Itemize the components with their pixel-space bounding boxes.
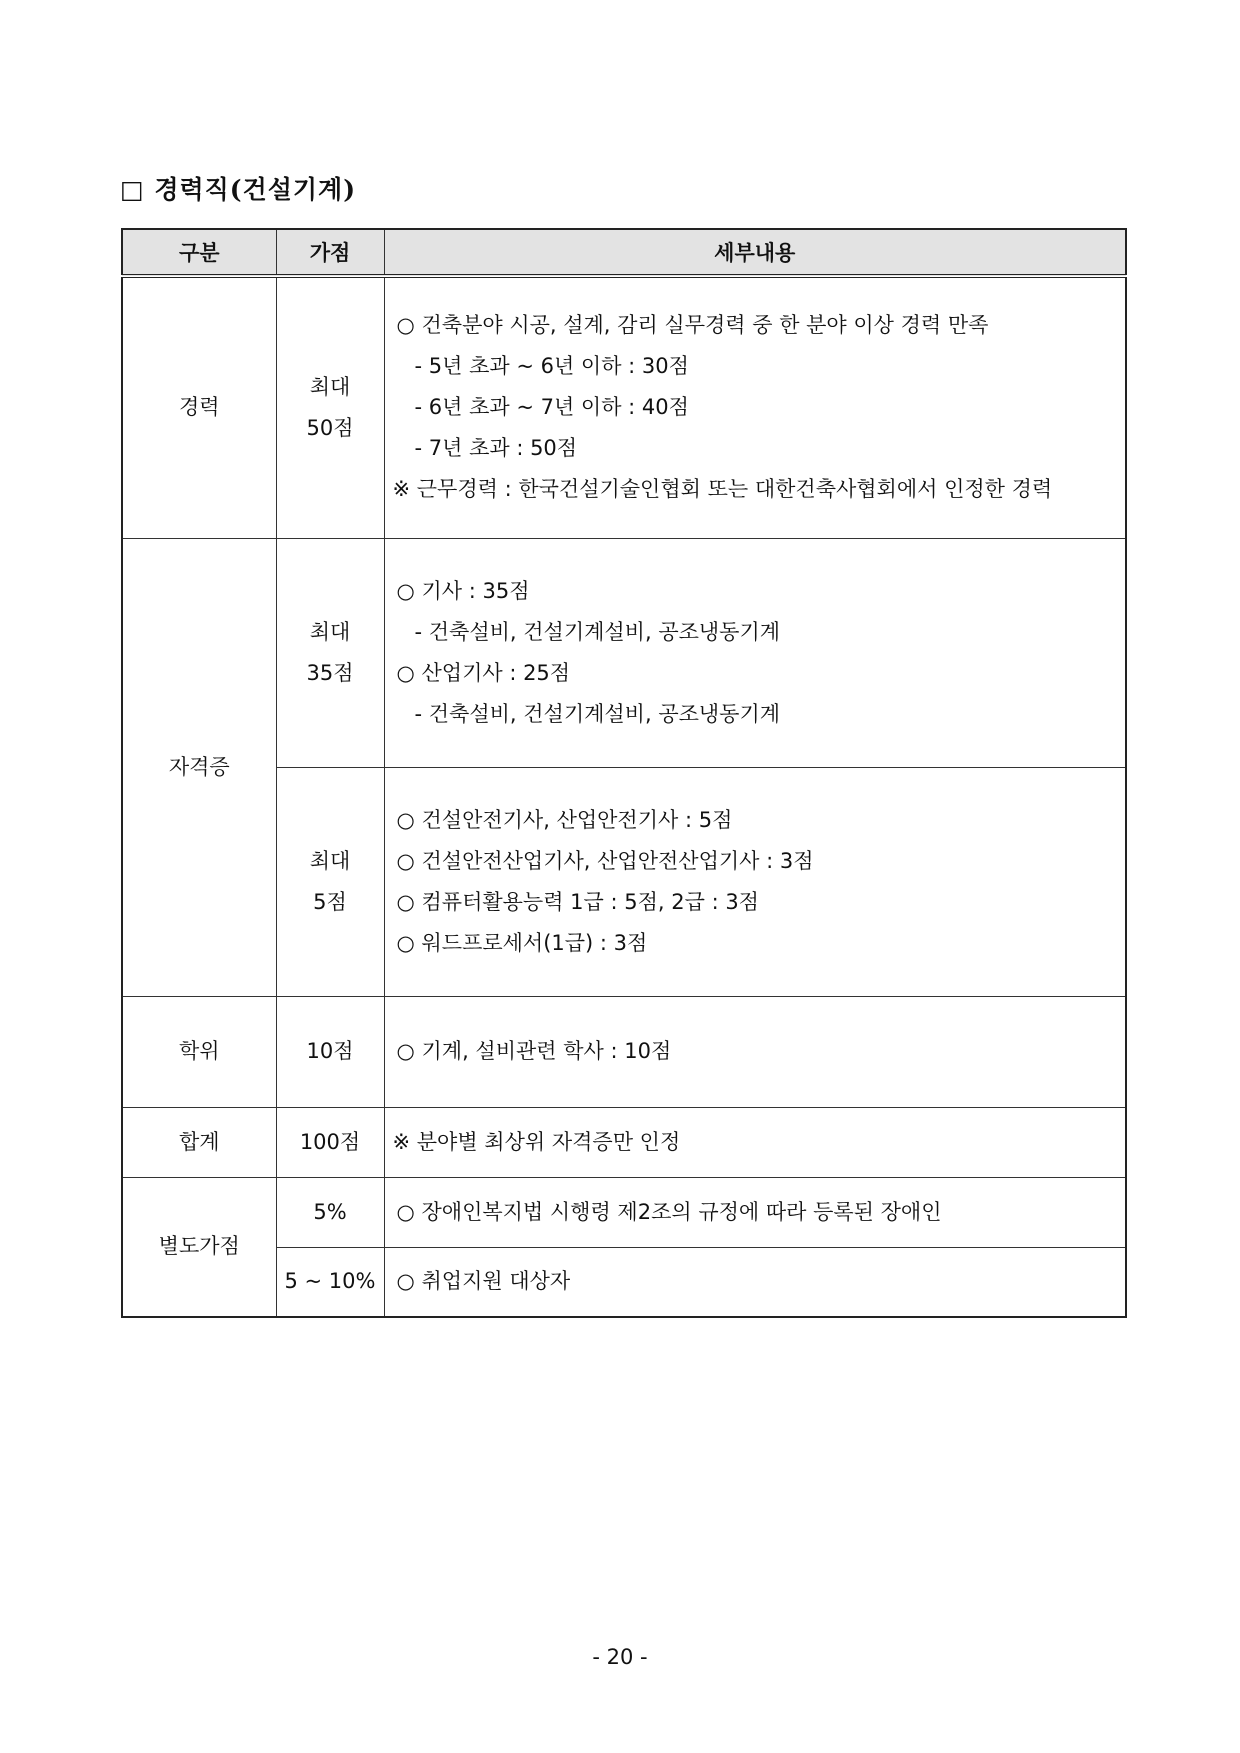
extra-detail-line: ○ 장애인복지법 시행령 제2조의 규정에 따라 등록된 장애인 (396, 1199, 942, 1224)
certificate-detail-line: - 건축설비, 건설기계설비, 공조냉동기계 (414, 619, 781, 644)
total-details (384, 1107, 1126, 1177)
career-note-line: ※ 근무경력 : 한국건설기술인협회 또는 대한건축사협회에서 인정한 경력 (392, 477, 1053, 502)
certificate-detail-line: ○ 컴퓨터활용능력 1급 : 5점, 2급 : 3점 (396, 889, 759, 914)
total-points: 100점 (276, 1107, 384, 1177)
table-header-row (122, 229, 1126, 276)
certificates-points-1 (276, 538, 384, 767)
scoring-criteria-table (121, 228, 1127, 1318)
page-title: □ 경력직(건설기계) (120, 175, 357, 204)
certificates-details-1 (384, 538, 1126, 767)
career-details (384, 276, 1126, 538)
certificates-points-2-line-1: 최대 (309, 848, 351, 873)
certificates-category: 자격증 (122, 538, 276, 996)
certificate-detail-line: ○ 기사 : 35점 (396, 578, 530, 603)
extra-points-1: 5% (276, 1177, 384, 1247)
table-row-career (122, 276, 1126, 538)
certificates-points-2 (276, 767, 384, 996)
certificate-detail-line: - 건축설비, 건설기계설비, 공조냉동기계 (414, 701, 781, 726)
table-row-degree (122, 996, 1126, 1107)
certificates-details-2 (384, 767, 1126, 996)
header-category: 구분 (122, 229, 276, 276)
career-detail-line: - 6년 초과 ~ 7년 이하 : 40점 (414, 395, 689, 420)
header-points: 가점 (276, 229, 384, 276)
certificate-detail-line: ○ 산업기사 : 25점 (396, 660, 571, 685)
extra-detail-line: ○ 취업지원 대상자 (396, 1269, 571, 1294)
career-points (276, 276, 384, 538)
total-category: 합계 (122, 1107, 276, 1177)
degree-points: 10점 (276, 996, 384, 1107)
career-points-line-2: 50점 (306, 415, 354, 440)
extra-details-1 (384, 1177, 1126, 1247)
header-details: 세부내용 (384, 229, 1126, 276)
career-detail-line: - 7년 초과 : 50점 (414, 436, 578, 461)
certificates-points-2-line-2: 5점 (313, 889, 347, 914)
certificates-points-1-line-2: 35점 (306, 660, 354, 685)
table-row-extra-1 (122, 1177, 1126, 1247)
degree-details (384, 996, 1126, 1107)
extra-points-2: 5 ~ 10% (276, 1247, 384, 1317)
table-row-total (122, 1107, 1126, 1177)
table-row-certificates-1 (122, 538, 1126, 767)
degree-category: 학위 (122, 996, 276, 1107)
career-detail-line: ○ 건축분야 시공, 설계, 감리 실무경력 중 한 분야 이상 경력 만족 (396, 313, 989, 338)
certificate-detail-line: ○ 건설안전산업기사, 산업안전산업기사 : 3점 (396, 848, 814, 873)
career-points-line-1: 최대 (309, 374, 351, 399)
degree-detail-line: ○ 기계, 설비관련 학사 : 10점 (396, 1039, 672, 1063)
certificate-detail-line: ○ 건설안전기사, 산업안전기사 : 5점 (396, 807, 733, 832)
extra-details-2 (384, 1247, 1126, 1317)
career-detail-line: - 5년 초과 ~ 6년 이하 : 30점 (414, 354, 689, 379)
certificate-detail-line: ○ 워드프로세서(1급) : 3점 (396, 930, 648, 955)
career-category: 경력 (122, 276, 276, 538)
extra-category: 별도가점 (122, 1177, 276, 1317)
certificates-points-1-line-1: 최대 (309, 619, 351, 644)
total-note-line: ※ 분야별 최상위 자격증만 인정 (392, 1129, 681, 1154)
page-number: - 20 - (592, 1645, 648, 1669)
